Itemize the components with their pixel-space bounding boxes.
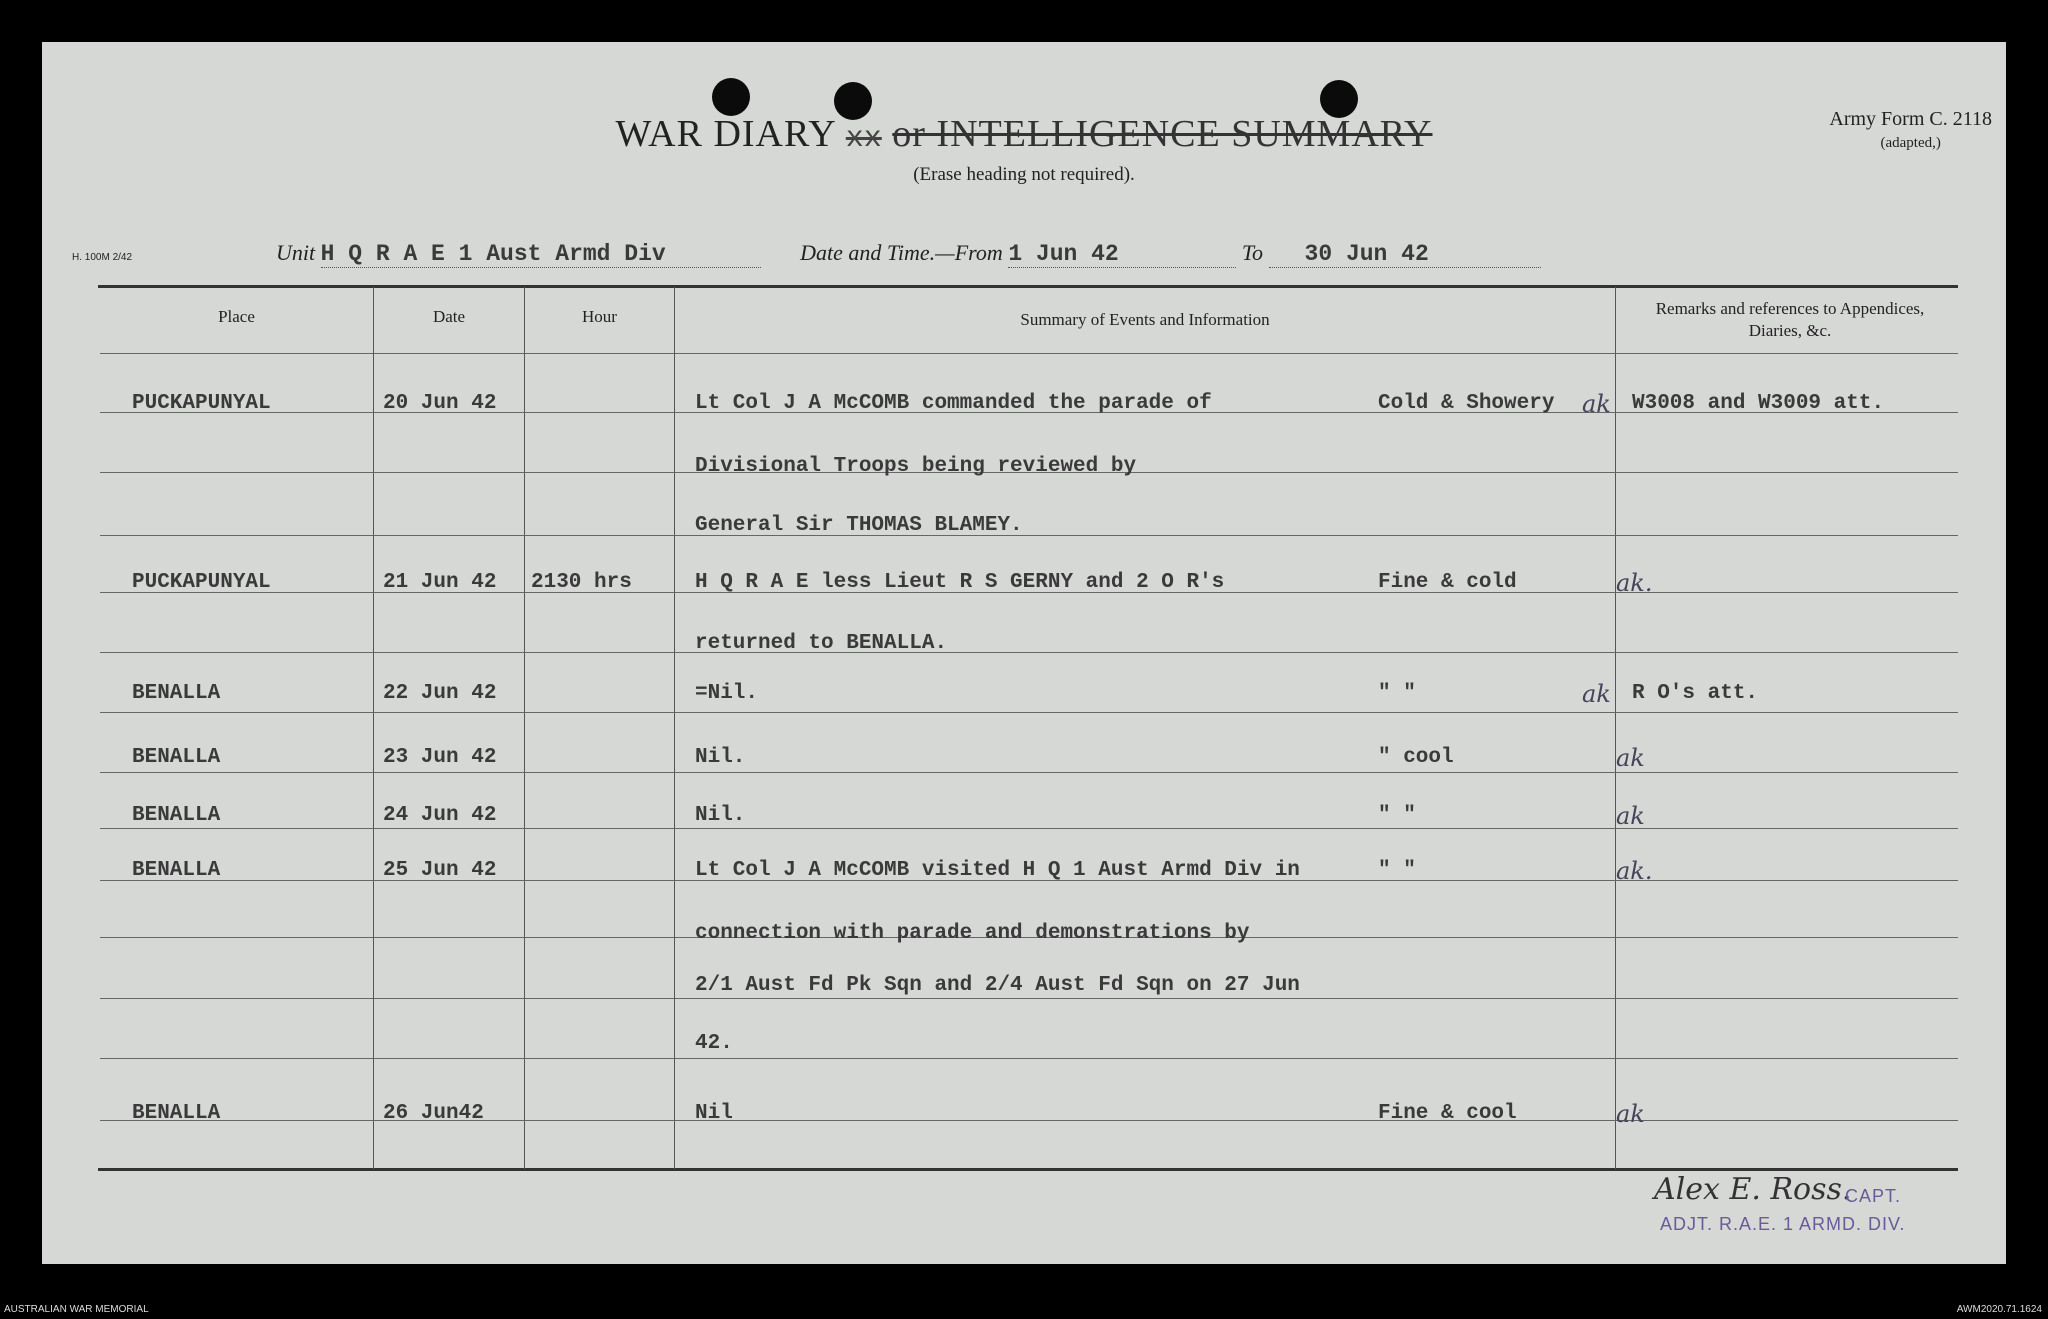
weather-cell: " ": [1378, 804, 1416, 827]
hour-cell: 2130 hrs: [531, 571, 632, 594]
summary-cell: Nil.: [695, 746, 746, 769]
title-main: WAR DIARY: [615, 113, 836, 155]
place-cell: BENALLA: [132, 804, 221, 827]
date-cell: 26 Jun42: [383, 1102, 484, 1125]
form-title: [0, 112, 2048, 156]
date-cell: 23 Jun 42: [383, 746, 497, 769]
row-rule: [100, 712, 1958, 713]
weather-cell: " ": [1378, 682, 1416, 705]
date-cell: 20 Jun 42: [383, 392, 497, 415]
officer-initials: ak: [1582, 680, 1611, 708]
summary-cell: Lt Col J A McCOMB commanded the parade of: [695, 392, 1212, 415]
weather-cell: Cold & Showery: [1378, 392, 1555, 415]
unit-value: H Q R A E 1 Aust Armd Div: [321, 241, 761, 268]
title-xs: xx: [845, 122, 882, 156]
row-rule: [100, 998, 1958, 999]
row-rule: [100, 652, 1958, 653]
remarks-cell: R O's att.: [1632, 682, 1759, 705]
summary-cell: =Nil.: [695, 682, 759, 705]
footer-right: AWM2020.71.1624: [1956, 1304, 2042, 1315]
rank-stamp: CAPT.: [1845, 1186, 1902, 1206]
officer-initials: ak.: [1616, 569, 1653, 597]
title-struck: or INTELLIGENCE SUMMARY: [892, 113, 1433, 155]
summary-cell: returned to BENALLA.: [695, 632, 948, 655]
table-bottom-rule: [98, 1168, 1958, 1171]
summary-cell: H Q R A E less Lieut R S GERNY and 2 O R's: [695, 571, 1225, 594]
place-cell: PUCKAPUNYAL: [132, 571, 271, 594]
col-divider: [1615, 287, 1616, 1169]
from-value: 1 Jun 42: [1008, 241, 1236, 268]
summary-cell: connection with parade and demonstrations by: [695, 922, 1250, 945]
row-rule: [100, 1058, 1958, 1059]
weather-cell: " cool: [1378, 746, 1454, 769]
punch-hole: [712, 78, 750, 116]
unit-label: Unit: [276, 240, 316, 265]
place-cell: BENALLA: [132, 682, 221, 705]
place-cell: PUCKAPUNYAL: [132, 392, 271, 415]
date-label: Date and Time.—From: [800, 240, 1003, 265]
adjutant-stamp: ADJT. R.A.E. 1 ARMD. DIV.: [1660, 1214, 1906, 1234]
officer-initials: ak.: [1616, 857, 1653, 885]
remarks-cell: W3008 and W3009 att.: [1632, 392, 1885, 415]
form-subtitle: (Erase heading not required).: [913, 164, 1135, 185]
form-print-code: H. 100M 2/42: [72, 252, 133, 263]
to-label: To: [1241, 240, 1264, 265]
signature: Alex E. Ross.: [1654, 1172, 1852, 1207]
summary-cell: 42.: [695, 1032, 733, 1055]
place-cell: BENALLA: [132, 746, 221, 769]
row-rule: [100, 828, 1958, 829]
row-rule: [100, 772, 1958, 773]
col-divider: [674, 287, 675, 1169]
officer-initials: ak: [1616, 1100, 1645, 1128]
adapted-note: (adapted,): [1880, 135, 1941, 151]
place-cell: BENALLA: [132, 1102, 221, 1125]
col-header-summary: Summary of Events and Information: [1020, 310, 1270, 329]
date-cell: 25 Jun 42: [383, 859, 497, 882]
place-cell: BENALLA: [132, 859, 221, 882]
table-top-rule: [98, 285, 1958, 288]
army-form-number: Army Form C. 2118: [1829, 108, 1992, 130]
summary-cell: General Sir THOMAS BLAMEY.: [695, 514, 1023, 537]
col-header-place: Place: [218, 307, 255, 326]
diary-page: [42, 42, 2006, 1264]
summary-cell: Lt Col J A McCOMB visited H Q 1 Aust Armd Div in: [695, 859, 1300, 882]
officer-initials: ak: [1582, 390, 1611, 418]
row-rule: [100, 1120, 1958, 1121]
col-divider: [373, 287, 374, 1169]
to-value: 30 Jun 42: [1269, 241, 1541, 268]
army-form-label: [1829, 107, 1992, 155]
summary-cell: Nil: [695, 1102, 733, 1125]
col-divider: [524, 287, 525, 1169]
col-header-remarks: Remarks and references to Appendices, Diaries, &c.: [1655, 299, 1925, 340]
date-cell: 21 Jun 42: [383, 571, 497, 594]
col-header-date: Date: [432, 307, 466, 326]
date-cell: 22 Jun 42: [383, 682, 497, 705]
officer-initials: ak: [1616, 744, 1645, 772]
summary-cell: Divisional Troops being reviewed by: [695, 455, 1137, 478]
summary-cell: Nil.: [695, 804, 746, 827]
weather-cell: Fine & cool: [1378, 1102, 1517, 1125]
footer-left: AUSTRALIAN WAR MEMORIAL: [4, 1304, 149, 1315]
summary-cell: 2/1 Aust Fd Pk Sqn and 2/4 Aust Fd Sqn on 27 Jun: [695, 974, 1300, 997]
weather-cell: " ": [1378, 859, 1416, 882]
officer-initials: ak: [1616, 802, 1645, 830]
col-header-hour: Hour: [582, 307, 617, 326]
header-rule: [100, 353, 1958, 354]
date-cell: 24 Jun 42: [383, 804, 497, 827]
unit-line: [276, 240, 1541, 268]
weather-cell: Fine & cold: [1378, 571, 1517, 594]
row-rule: [100, 535, 1958, 536]
